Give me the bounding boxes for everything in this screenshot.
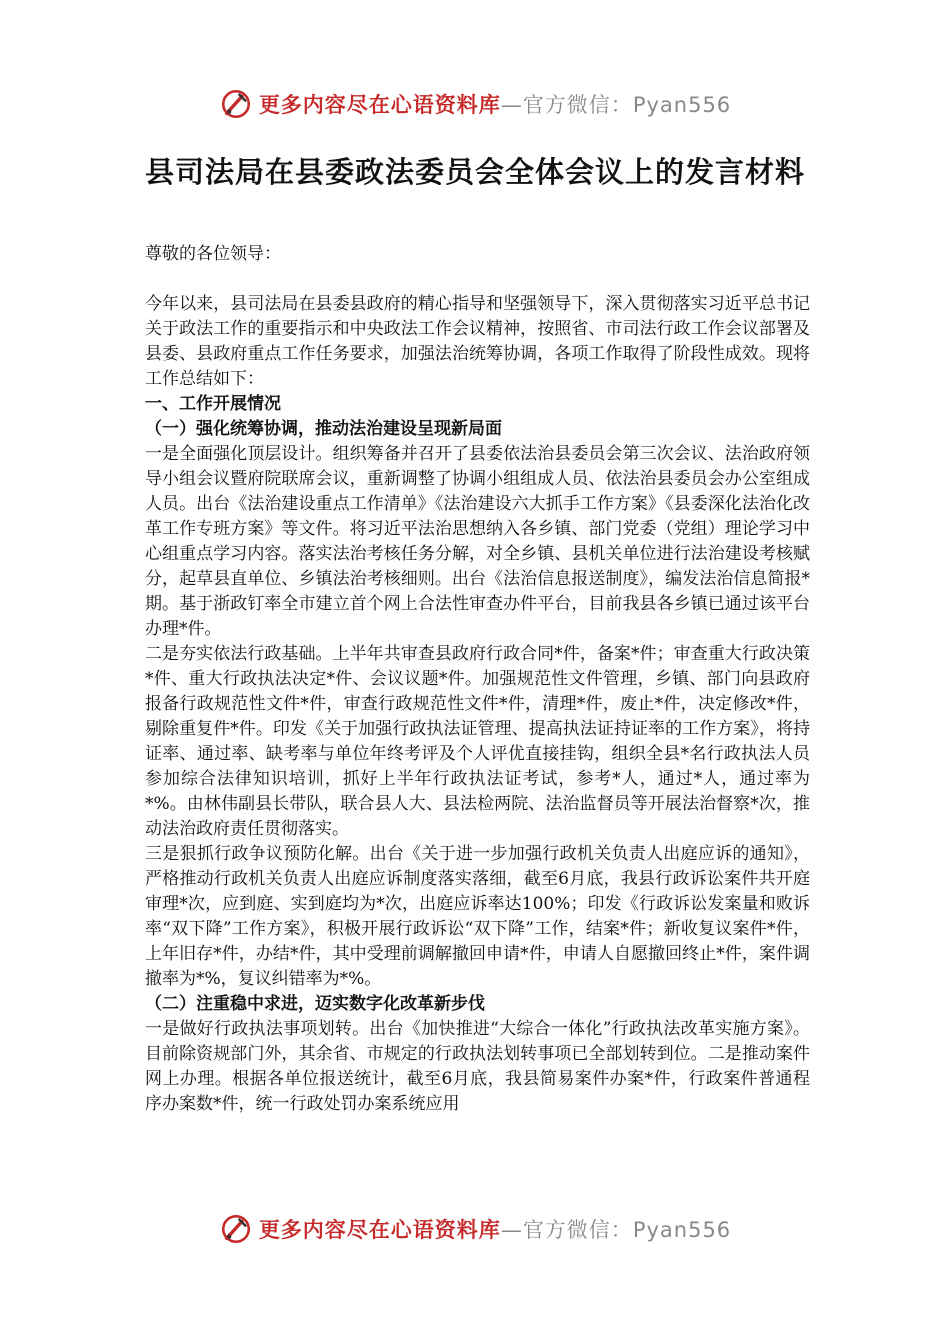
banner-separator: — [500,93,523,117]
banner-text [259,89,731,119]
paragraph-1: 一是全面强化顶层设计。组织筹备并召开了县委依法治县委员会第三次会议、法治政府领导小组会议暨府院联席会议，重新调整了协调小组组成人员、依法治县委员会办公室组成人员。出台《法治建设重点工作清单》《法治建设六大抓手工作方案》《县委深化法治化改革工作专班方案》等文件。将习近平法治思想纳入各乡镇、部门党委（党组）理论学习中心组重点学习内容。落实法治考核任务分解，对全乡镇、县机关单位进行法治建设考核赋分，起草县直单位、乡镇法治考核细则。出台《法治信息报送制度》，编发法治信息简报*期。基于浙政钉率全市建立首个网上合法性审查办件平台，目前我县各乡镇已通过该平台办理*件。 [145,444,810,639]
paragraph-2: 二是夯实依法行政基础。上半年共审查县政府行政合同*件，备案*件；审查重大行政决策*件、重大行政执法决定*件、会议议题*件。加强规范性文件管理，乡镇、部门向县政府报备行政规范性文件*件，审查行政规范性文件*件，清理*件，废止*件，决定修改*件，剔除重复件*件。印发《关于加强行政执法证管理、提高执法证持证率的工作方案》，将持证率、通过率、缺考率与单位年终考评及个人评优直接挂钩，组织全县*名行政执法人员参加综合法律知识培训，抓好上半年行政执法证考试，参考*人，通过*人，通过率为*%。由林伟副县长带队，联合县人大、县法检两院、法治监督员等开展法治督察*次，推动法治政府责任贯彻落实。 [145,644,810,839]
header-banner [0,82,950,126]
greeting: 尊敬的各位领导： [145,244,281,264]
banner-text [259,1214,731,1244]
banner-wechat-id: Pyan556 [632,1218,732,1242]
subsection-heading-1: （一）强化统筹协调，推动法治建设呈现新局面 [145,419,502,439]
banner-wechat-label: 官方微信： [522,93,633,117]
banner-separator: — [500,1218,523,1242]
banner-brand: 更多内容尽在心语资料库 [258,1218,501,1242]
footer-banner [0,1207,950,1251]
document-title: 县司法局在县委政法委员会全体会议上的发言材料 [144,155,805,189]
banner-wechat-id: Pyan556 [632,93,732,117]
section-heading-1: 一、工作开展情况 [145,394,281,414]
subsection-heading-2: （二）注重稳中求进，迈实数字化改革新步伐 [145,994,485,1014]
document-body [145,242,810,1117]
brand-logo-icon [219,87,253,121]
banner-brand: 更多内容尽在心语资料库 [258,93,501,117]
paragraph-4: 一是做好行政执法事项划转。出台《加快推进“大综合一体化”行政执法改革实施方案》。目前除资规部门外，其余省、市规定的行政执法划转事项已全部划转到位。二是推动案件网上办理。根据各单位报送统计，截至6月底，我县简易案件办案*件，行政案件普通程序办案数*件，统一行政处罚办案系统应用 [145,1019,810,1114]
brand-logo-icon [219,1212,253,1246]
banner-wechat-label: 官方微信： [522,1218,633,1242]
paragraph-3: 三是狠抓行政争议预防化解。出台《关于进一步加强行政机关负责人出庭应诉的通知》，严格推动行政机关负责人出庭应诉制度落实落细，截至6月底，我县行政诉讼案件共开庭审理*次，应到庭、实到庭均为*次，出庭应诉率达100%；印发《行政诉讼发案量和败诉率“双下降”工作方案》，积极开展行政诉讼“双下降”工作，结案*件；新收复议案件*件，上年旧存*件，办结*件，其中受理前调解撤回申请*件，申请人自愿撤回终止*件，案件调撤率为*%，复议纠错率为*%。 [145,844,810,989]
intro-paragraph: 今年以来，县司法局在县委县政府的精心指导和坚强领导下，深入贯彻落实习近平总书记关于政法工作的重要指示和中央政法工作会议精神，按照省、市司法行政工作会议部署及县委、县政府重点工作任务要求，加强法治统筹协调，各项工作取得了阶段性成效。现将工作总结如下： [145,294,810,389]
